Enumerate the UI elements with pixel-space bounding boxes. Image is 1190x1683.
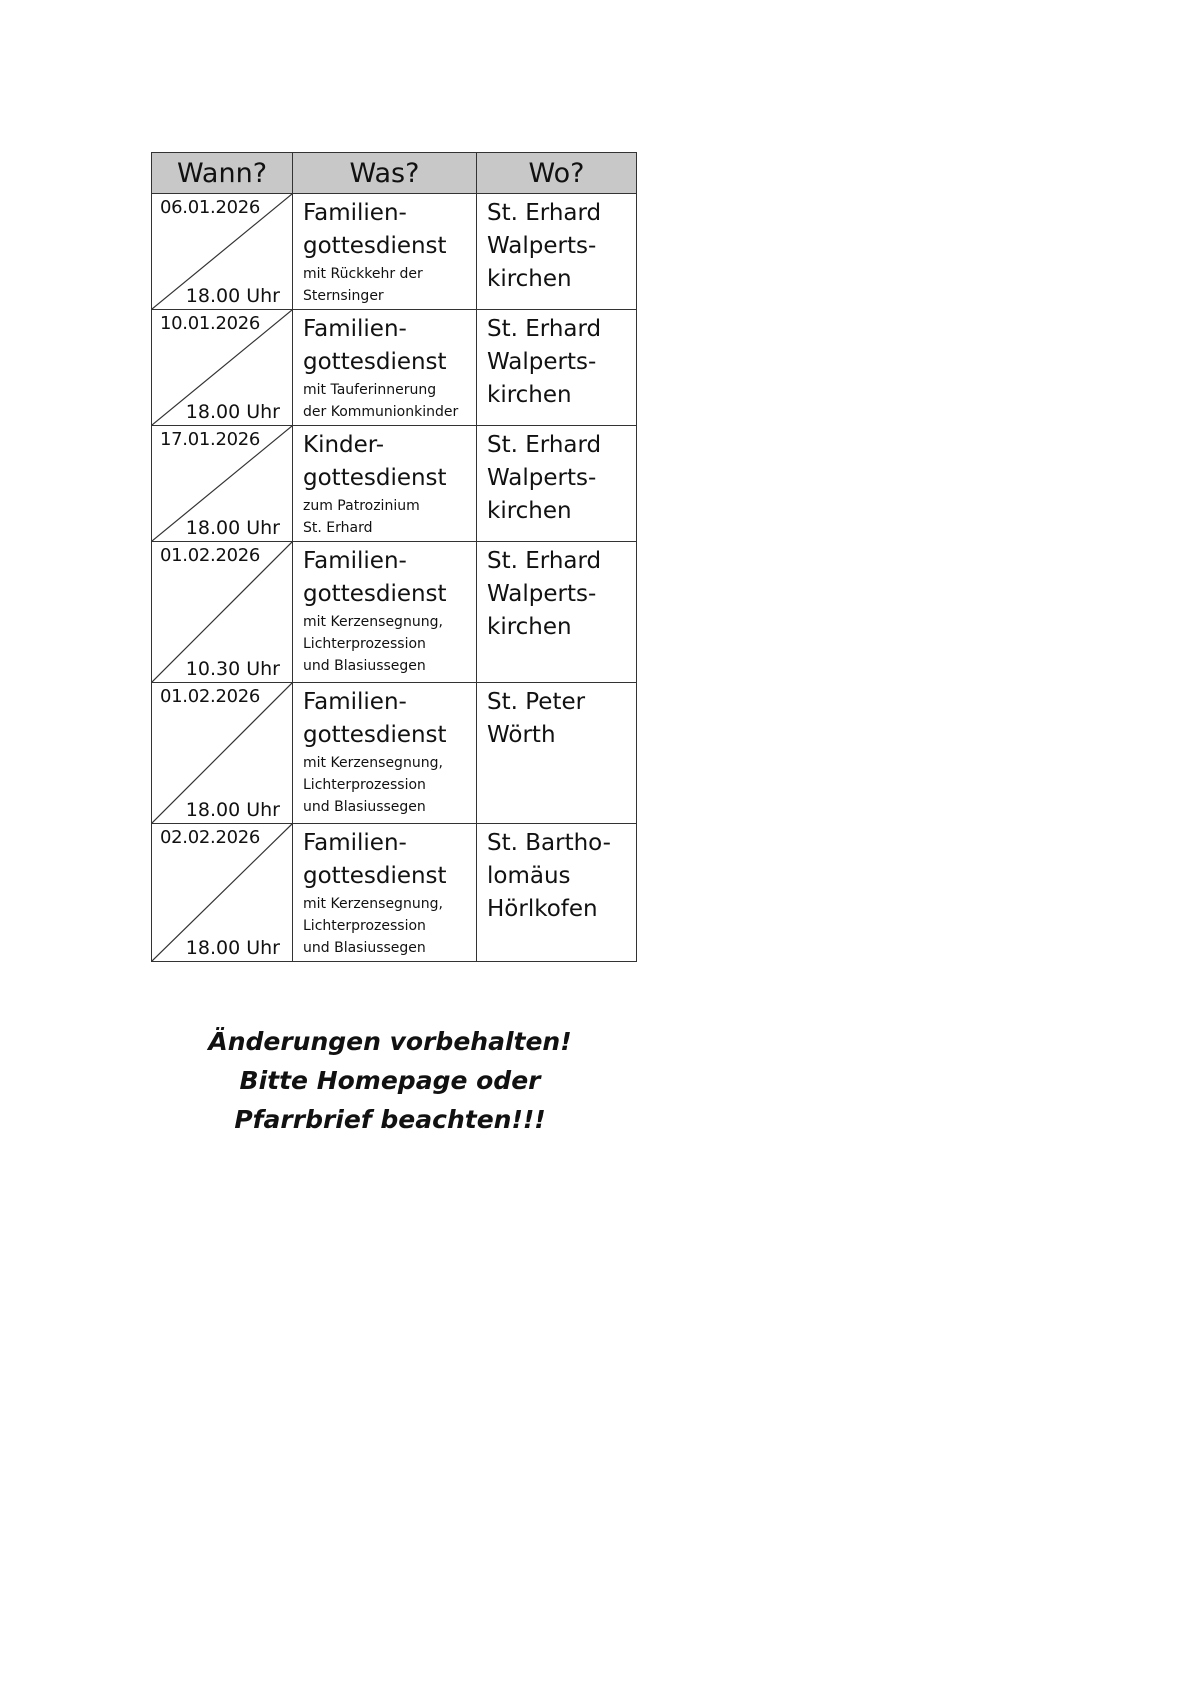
event-date: 17.01.2026 [160, 429, 261, 450]
what-cell [293, 426, 477, 542]
table-body [152, 194, 637, 962]
event-date: 06.01.2026 [160, 197, 261, 218]
event-date: 01.02.2026 [160, 686, 261, 707]
event-time: 18.00 Uhr [185, 937, 280, 959]
what-cell [293, 542, 477, 683]
event-place: St. Erhard Walperts- kirchen [487, 316, 602, 408]
table-row [152, 310, 637, 426]
event-time: 18.00 Uhr [185, 799, 280, 821]
where-cell [477, 426, 637, 542]
event-note: mit Rückkehr der Sternsinger [303, 266, 423, 304]
what-cell [293, 310, 477, 426]
when-cell [152, 542, 293, 683]
table-row [152, 542, 637, 683]
notice-line: Bitte Homepage oder [239, 1066, 541, 1095]
event-time: 18.00 Uhr [185, 401, 280, 423]
event-place: St. Erhard Walperts- kirchen [487, 432, 602, 524]
table-row [152, 194, 637, 310]
event-title: Familien- gottesdienst [303, 830, 447, 889]
where-cell [477, 824, 637, 962]
when-cell [152, 310, 293, 426]
notice [190, 1022, 590, 1139]
event-place: St. Peter Wörth [487, 689, 586, 748]
event-note: zum Patrozinium St. Erhard [303, 498, 420, 536]
where-cell [477, 683, 637, 824]
event-note: mit Kerzensegnung, Lichterprozession und Blasiussegen [303, 896, 443, 956]
event-title: Familien- gottesdienst [303, 200, 447, 259]
event-date: 10.01.2026 [160, 313, 261, 334]
event-note: mit Kerzensegnung, Lichterprozession und Blasiussegen [303, 755, 443, 815]
where-cell [477, 194, 637, 310]
event-title: Familien- gottesdienst [303, 548, 447, 607]
event-date: 01.02.2026 [160, 545, 261, 566]
what-cell [293, 194, 477, 310]
table-row [152, 426, 637, 542]
event-note: mit Kerzensegnung, Lichterprozession und Blasiussegen [303, 614, 443, 674]
event-place: St. Bartho- lomäus Hörlkofen [487, 830, 611, 922]
table-header [152, 153, 637, 194]
event-place: St. Erhard Walperts- kirchen [487, 548, 602, 640]
event-title: Kinder- gottesdienst [303, 432, 447, 491]
where-cell [477, 542, 637, 683]
what-cell [293, 683, 477, 824]
event-title: Familien- gottesdienst [303, 689, 447, 748]
header-when: Wann? [152, 153, 293, 194]
when-cell [152, 824, 293, 962]
event-place: St. Erhard Walperts- kirchen [487, 200, 602, 292]
where-cell [477, 310, 637, 426]
schedule-table [151, 152, 637, 962]
event-title: Familien- gottesdienst [303, 316, 447, 375]
header-row [152, 153, 637, 194]
when-cell [152, 194, 293, 310]
table-row [152, 683, 637, 824]
what-cell [293, 824, 477, 962]
when-cell [152, 426, 293, 542]
event-time: 10.30 Uhr [185, 658, 280, 680]
when-cell [152, 683, 293, 824]
event-time: 18.00 Uhr [185, 285, 280, 307]
event-date: 02.02.2026 [160, 827, 261, 848]
notice-line: Pfarrbrief beachten!!! [234, 1105, 546, 1134]
header-where: Wo? [477, 153, 637, 194]
header-what: Was? [293, 153, 477, 194]
notice-line: Änderungen vorbehalten! [208, 1027, 572, 1056]
table-row [152, 824, 637, 962]
event-time: 18.00 Uhr [185, 517, 280, 539]
event-note: mit Tauferinnerung der Kommunionkinder [303, 382, 459, 420]
